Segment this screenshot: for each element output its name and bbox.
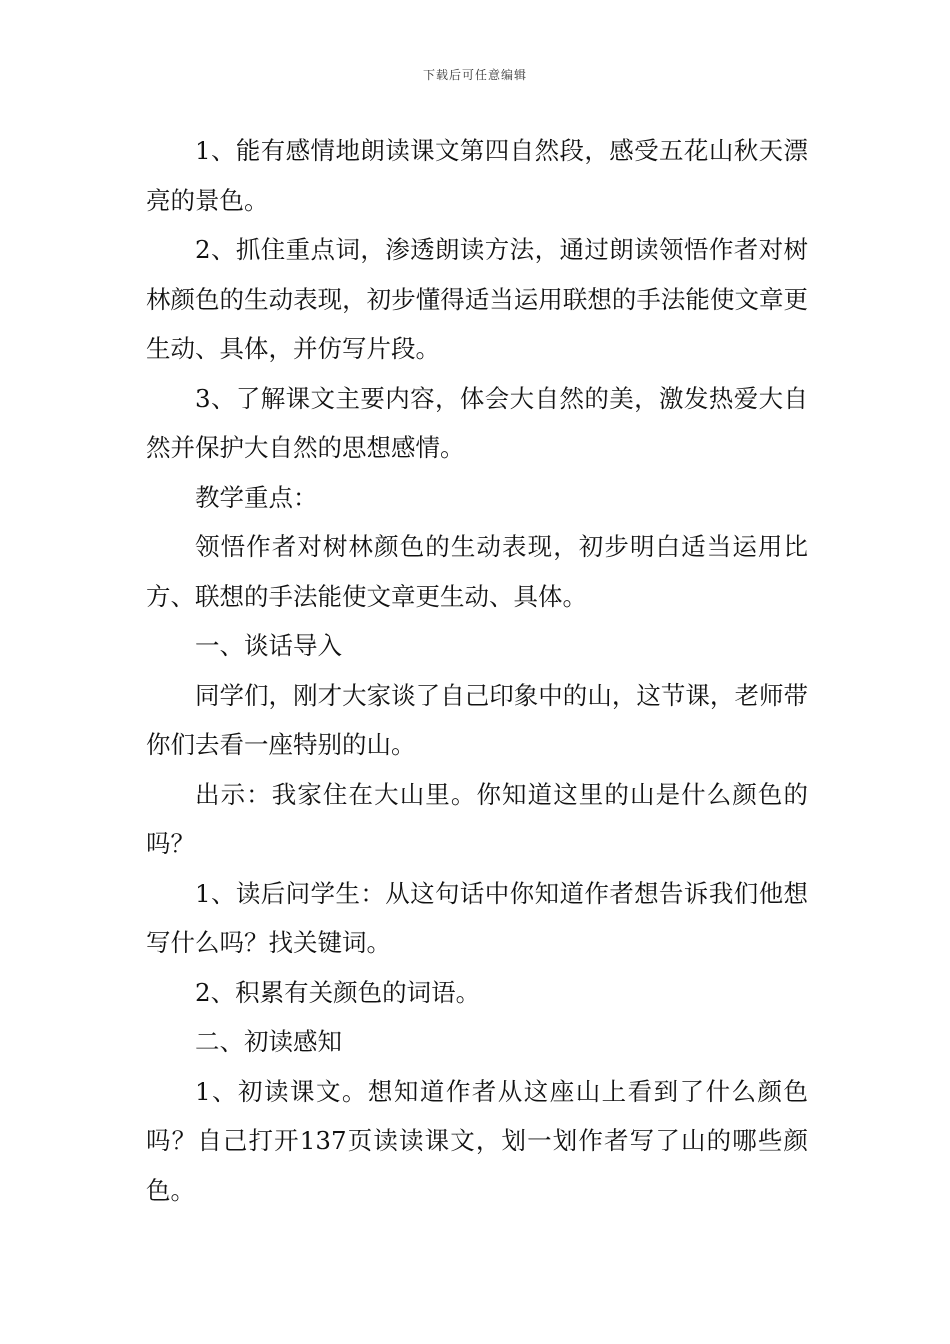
section-heading-first-reading: 二、初读感知	[195, 1027, 342, 1056]
paragraph-goal-2: 2、抓住重点词，渗透朗读方法，通过朗读领悟作者对树林颜色的生动表现，初步懂得适当运用联想的手法能使文章更生动、具体，并仿写片段。	[146, 235, 808, 363]
paragraph-key-points: 领悟作者对树林颜色的生动表现，初步明白适当运用比方、联想的手法能使文章更生动、具体。	[146, 532, 808, 611]
document-body	[146, 126, 808, 1215]
section-heading-intro: 一、谈话导入	[195, 631, 342, 660]
paragraph-goal-1: 1、能有感情地朗读课文第四自然段，感受五花山秋天漂亮的景色。	[146, 136, 808, 215]
paragraph-show-sentence: 出示：我家住在大山里。你知道这里的山是什么颜色的吗？	[146, 779, 808, 858]
paragraph-goal-3: 3、了解课文主要内容，体会大自然的美，激发热爱大自然并保护大自然的思想感情。	[146, 383, 808, 462]
paragraph-first-reading: 1、初读课文。想知道作者从这座山上看到了什么颜色吗？自己打开137页读读课文，划一划作者写了山的哪些颜色。	[146, 1076, 808, 1205]
paragraph-step-1: 1、读后问学生：从这句话中你知道作者想告诉我们他想写什么吗？找关键词。	[146, 878, 808, 957]
paragraph-step-2: 2、积累有关颜色的词语。	[195, 977, 481, 1007]
section-heading-key-points: 教学重点：	[195, 482, 318, 512]
paragraph-intro-talk: 同学们，刚才大家谈了自己印象中的山，这节课，老师带你们去看一座特别的山。	[146, 680, 808, 759]
page-header-note: 下载后可任意编辑	[422, 68, 527, 82]
